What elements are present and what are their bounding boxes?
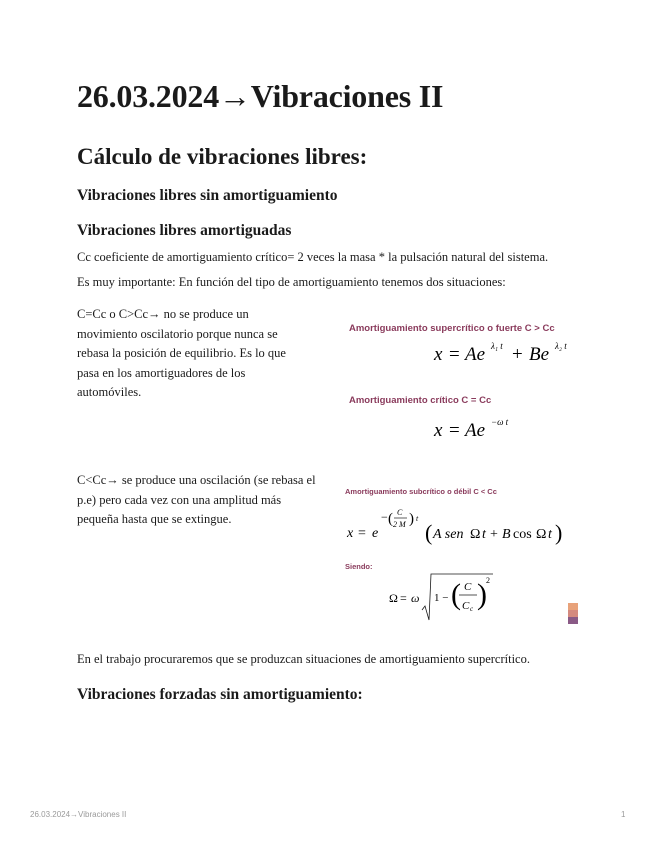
page-title: 26.03.2024→Vibraciones II xyxy=(77,78,444,114)
svg-text:(: ( xyxy=(425,520,433,545)
subheading-damped: Vibraciones libres amortiguadas xyxy=(77,222,292,239)
paragraph-overdamped: C=Cc o C>Cc→ no se produce un movimiento oscilatorio porque nunca se rebasa la posición de equilibrio. Es lo que pasa en los amortiguadores de los automóviles. xyxy=(77,307,286,399)
svg-text:Ω: Ω xyxy=(389,591,398,605)
subheading-undamped: Vibraciones libres sin amortiguamiento xyxy=(77,187,338,204)
svg-text:=: = xyxy=(449,420,460,441)
svg-text:Ω: Ω xyxy=(470,527,481,542)
figure-label-critical: Amortiguamiento crítico C = Cc xyxy=(349,395,492,406)
footer-page-number: 1 xyxy=(621,810,626,819)
equation-underdamped xyxy=(345,505,575,550)
paragraph-situations: Es muy importante: En función del tipo de amortiguamiento tenemos dos situaciones: xyxy=(77,275,506,289)
svg-text:1 −: 1 − xyxy=(434,592,449,604)
figure-label-underdamped: Amortiguamiento subcrítico o débil C < Cc xyxy=(345,487,497,496)
svg-text:C: C xyxy=(464,581,472,593)
svg-text:2 M: 2 M xyxy=(393,520,406,529)
svg-text:x: x xyxy=(434,344,443,365)
svg-text:C: C xyxy=(462,600,470,612)
svg-text:λ₁ t: λ₁ t xyxy=(491,341,503,351)
paragraph-cc-definition: Cc coeficiente de amortiguamiento crítico= 2 veces la masa * la pulsación natural del sistema. xyxy=(77,250,549,264)
svg-text:−ω t: −ω t xyxy=(491,417,509,427)
color-swatch-top xyxy=(568,603,578,610)
svg-text:2: 2 xyxy=(486,576,490,585)
figure-label-siendo: Siendo: xyxy=(345,562,373,571)
svg-text:+: + xyxy=(512,344,523,365)
subheading-forced: Vibraciones forzadas sin amortiguamiento: xyxy=(77,686,363,703)
color-swatch-mid xyxy=(568,610,578,617)
svg-text:): ) xyxy=(477,578,487,611)
svg-text:x: x xyxy=(434,420,443,441)
equation-omega xyxy=(387,570,497,622)
svg-text:(: ( xyxy=(388,511,393,527)
paragraph-underdamped: C<Cc→ se produce una oscilación (se rebasa el p.e) pero cada vez con una amplitud más pequeña hasta que se extingue. xyxy=(77,473,316,526)
equation-overdamped xyxy=(432,338,582,368)
svg-text:+: + xyxy=(490,527,498,542)
svg-text:Ae: Ae xyxy=(465,344,486,365)
svg-text:): ) xyxy=(555,520,563,545)
figure-label-overdamped: Amortiguamiento supercrítico o fuerte C > Cc xyxy=(349,323,555,334)
svg-text:λ₂ t: λ₂ t xyxy=(555,341,567,351)
svg-text:e: e xyxy=(372,526,379,541)
svg-text:−: − xyxy=(381,510,388,524)
svg-text:t: t xyxy=(548,527,552,542)
svg-text:t: t xyxy=(416,514,419,523)
paragraph-supercritical: En el trabajo procuraremos que se produzcan situaciones de amortiguamiento supercrítico. xyxy=(77,652,530,666)
svg-text:): ) xyxy=(409,511,414,527)
svg-text:=: = xyxy=(400,591,407,605)
svg-text:A sen: A sen xyxy=(433,527,464,542)
svg-text:(: ( xyxy=(451,578,461,611)
svg-text:t: t xyxy=(482,527,486,542)
svg-text:=: = xyxy=(358,526,366,541)
svg-text:Ω: Ω xyxy=(536,527,547,542)
footer-title: 26.03.2024→Vibraciones II xyxy=(30,810,127,819)
svg-text:=: = xyxy=(449,344,460,365)
svg-text:B: B xyxy=(502,527,511,542)
svg-text:c: c xyxy=(470,605,474,613)
section-title: Cálculo de vibraciones libres: xyxy=(77,144,368,169)
svg-text:cos: cos xyxy=(513,527,532,542)
color-swatch-bottom xyxy=(568,617,578,624)
svg-text:ω: ω xyxy=(411,591,420,605)
svg-text:x: x xyxy=(347,526,354,541)
svg-text:Be: Be xyxy=(529,344,550,365)
svg-text:Ae: Ae xyxy=(465,420,486,441)
equation-critical xyxy=(432,414,532,444)
svg-text:C: C xyxy=(397,508,403,517)
